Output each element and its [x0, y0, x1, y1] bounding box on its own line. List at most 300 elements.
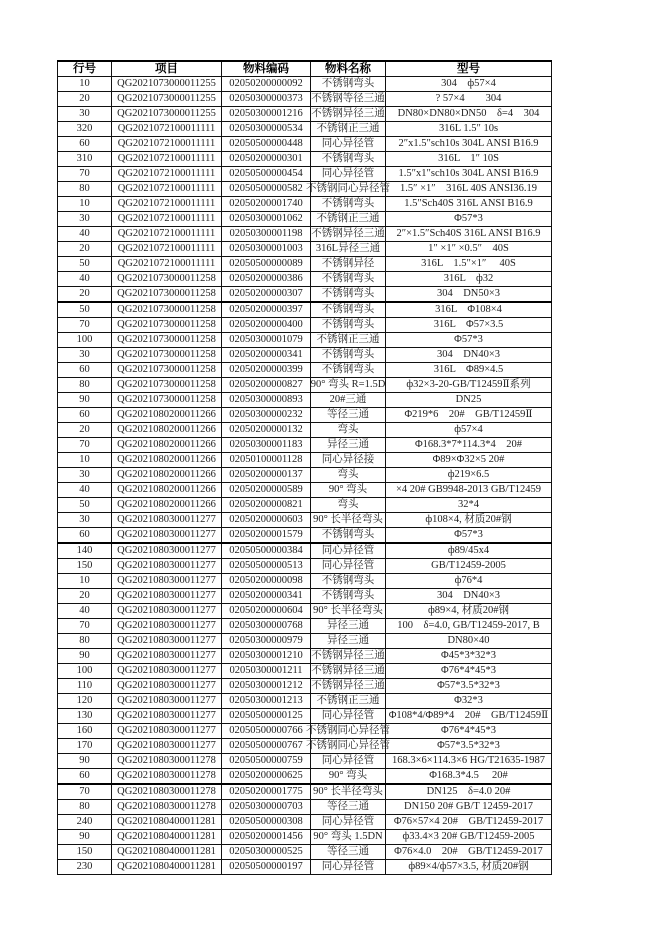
- material-name-cell[interactable]: [306, 739, 390, 754]
- line-no-cell[interactable]: [58, 167, 112, 182]
- material-name-cell[interactable]: [311, 378, 386, 393]
- material-name-cell[interactable]: [311, 694, 386, 709]
- cell-text: 02050300001212: [229, 680, 303, 691]
- header-line-no[interactable]: [58, 61, 112, 77]
- line-no-cell[interactable]: [58, 483, 112, 498]
- cell-text: 不锈钢同心异径管: [306, 725, 390, 736]
- cell-text: 02050300000525: [229, 846, 303, 857]
- material-name-cell[interactable]: [311, 167, 386, 182]
- project-cell[interactable]: [112, 574, 222, 589]
- material-name-cell[interactable]: [311, 318, 386, 333]
- cell-text: 304 DN40×3: [436, 590, 501, 601]
- model-cell[interactable]: [386, 197, 552, 212]
- material-name-cell[interactable]: [311, 363, 386, 378]
- material-code-cell[interactable]: [222, 559, 311, 574]
- project-cell[interactable]: [112, 528, 222, 544]
- material-name-cell[interactable]: [311, 830, 386, 845]
- project-cell[interactable]: [112, 272, 222, 287]
- material-code-cell[interactable]: [222, 709, 311, 724]
- project-cell[interactable]: [112, 318, 222, 333]
- material-code-cell[interactable]: [222, 739, 311, 754]
- material-name-cell[interactable]: [311, 679, 386, 694]
- line-no-cell[interactable]: [58, 137, 112, 152]
- material-code-cell[interactable]: [222, 212, 311, 227]
- material-name-cell[interactable]: [311, 634, 386, 649]
- project-cell[interactable]: [112, 498, 222, 513]
- project-cell[interactable]: [112, 167, 222, 182]
- project-cell[interactable]: [112, 815, 222, 830]
- material-name-cell[interactable]: [311, 348, 386, 363]
- material-code-cell[interactable]: [222, 287, 311, 303]
- model-cell[interactable]: [386, 227, 552, 242]
- material-code-cell[interactable]: [222, 649, 311, 664]
- material-code-cell[interactable]: [222, 137, 311, 152]
- material-code-cell[interactable]: [222, 528, 311, 544]
- cell-text: 60: [79, 138, 90, 149]
- table-row: [58, 830, 552, 845]
- material-code-cell[interactable]: [222, 769, 311, 785]
- cell-text: 弯头: [337, 424, 359, 435]
- project-cell[interactable]: [112, 257, 222, 272]
- project-cell[interactable]: [112, 227, 222, 242]
- material-code-cell[interactable]: [222, 423, 311, 438]
- material-code-cell[interactable]: [222, 393, 311, 408]
- model-cell[interactable]: [386, 378, 552, 393]
- material-name-cell[interactable]: [311, 860, 386, 875]
- cell-text: 02050200000132: [229, 424, 303, 435]
- line-no-cell[interactable]: [58, 182, 112, 197]
- model-cell[interactable]: [386, 77, 552, 92]
- model-cell[interactable]: [386, 815, 552, 830]
- cell-text: 02050300001062: [229, 213, 303, 224]
- model-cell[interactable]: [386, 619, 552, 634]
- model-cell[interactable]: [386, 769, 552, 785]
- line-no-cell[interactable]: [58, 664, 112, 679]
- project-cell[interactable]: [112, 513, 222, 528]
- line-no-cell[interactable]: [58, 423, 112, 438]
- line-no-cell[interactable]: [58, 212, 112, 227]
- material-code-cell[interactable]: [222, 107, 311, 122]
- project-cell[interactable]: [112, 77, 222, 92]
- line-no-cell[interactable]: [58, 378, 112, 393]
- project-cell[interactable]: [112, 197, 222, 212]
- header-material-name[interactable]: [311, 61, 386, 77]
- material-name-cell[interactable]: [311, 664, 386, 679]
- line-no-cell[interactable]: [58, 860, 112, 875]
- project-cell[interactable]: [112, 845, 222, 860]
- line-no-cell[interactable]: [58, 438, 112, 453]
- material-name-cell[interactable]: [311, 212, 386, 227]
- line-no-cell[interactable]: [58, 152, 112, 167]
- project-cell[interactable]: [112, 242, 222, 257]
- project-cell[interactable]: [112, 212, 222, 227]
- model-cell[interactable]: [386, 182, 552, 197]
- line-no-cell[interactable]: [58, 604, 112, 619]
- line-no-cell[interactable]: [58, 408, 112, 423]
- material-code-cell[interactable]: [222, 754, 311, 769]
- project-cell[interactable]: [112, 333, 222, 348]
- material-name-cell[interactable]: [311, 333, 386, 348]
- model-cell[interactable]: [386, 257, 552, 272]
- model-cell[interactable]: [386, 318, 552, 333]
- model-cell[interactable]: [386, 242, 552, 257]
- line-no-cell[interactable]: [58, 498, 112, 513]
- model-cell[interactable]: [386, 333, 552, 348]
- cell-text: 316L异径三通: [315, 243, 381, 254]
- material-name-cell[interactable]: [311, 528, 386, 544]
- cell-text: 150: [76, 846, 93, 857]
- material-name-cell[interactable]: [311, 589, 386, 604]
- model-cell[interactable]: [386, 483, 552, 498]
- line-no-cell[interactable]: [58, 528, 112, 544]
- material-code-cell[interactable]: [222, 679, 311, 694]
- material-code-cell[interactable]: [222, 830, 311, 845]
- line-no-cell[interactable]: [58, 393, 112, 408]
- cell-text: 140: [76, 545, 93, 556]
- material-name-cell[interactable]: [311, 649, 386, 664]
- material-name-cell[interactable]: [311, 92, 386, 107]
- project-cell[interactable]: [112, 453, 222, 468]
- cell-text: QG2021073000011258: [117, 364, 216, 375]
- model-cell[interactable]: [386, 348, 552, 363]
- model-cell[interactable]: [386, 152, 552, 167]
- line-no-cell[interactable]: [58, 724, 112, 739]
- cell-text: 02050200001456: [229, 831, 303, 842]
- material-code-cell[interactable]: [222, 272, 311, 287]
- cell-text: 70: [79, 786, 90, 797]
- line-no-cell[interactable]: [58, 287, 112, 303]
- model-cell[interactable]: [386, 468, 552, 483]
- material-code-cell[interactable]: [222, 483, 311, 498]
- material-code-cell[interactable]: [222, 167, 311, 182]
- material-code-cell[interactable]: [222, 227, 311, 242]
- project-cell[interactable]: [112, 709, 222, 724]
- line-no-cell[interactable]: [58, 197, 112, 212]
- model-cell[interactable]: [386, 408, 552, 423]
- model-cell[interactable]: [386, 122, 552, 137]
- cell-text: 304 DN50×3: [436, 288, 501, 299]
- model-cell[interactable]: [386, 212, 552, 227]
- material-name-cell[interactable]: [311, 287, 386, 303]
- cell-text: 异径三通: [327, 620, 369, 631]
- material-code-cell[interactable]: [222, 318, 311, 333]
- material-name-cell[interactable]: [311, 498, 386, 513]
- material-name-cell[interactable]: [311, 815, 386, 830]
- line-no-cell[interactable]: [58, 272, 112, 287]
- model-cell[interactable]: [386, 543, 552, 559]
- project-cell[interactable]: [112, 122, 222, 137]
- material-code-cell[interactable]: [222, 468, 311, 483]
- project-cell[interactable]: [112, 438, 222, 453]
- line-no-cell[interactable]: [58, 333, 112, 348]
- model-cell[interactable]: [386, 393, 552, 408]
- model-cell[interactable]: [386, 438, 552, 453]
- model-cell[interactable]: [386, 287, 552, 303]
- cell-text: 20: [79, 288, 90, 299]
- project-cell[interactable]: [112, 393, 222, 408]
- line-no-cell[interactable]: [58, 92, 112, 107]
- cell-text: QG2021080400011281: [117, 846, 216, 857]
- material-code-cell[interactable]: [222, 815, 311, 830]
- material-code-cell[interactable]: [222, 453, 311, 468]
- project-cell[interactable]: [112, 604, 222, 619]
- line-no-cell[interactable]: [58, 227, 112, 242]
- material-name-cell[interactable]: [311, 152, 386, 167]
- cell-text: 40: [79, 273, 90, 284]
- header-model[interactable]: [386, 61, 552, 77]
- material-name-cell[interactable]: [311, 604, 386, 619]
- line-no-cell[interactable]: [58, 754, 112, 769]
- material-code-cell[interactable]: [222, 574, 311, 589]
- line-no-cell[interactable]: [58, 348, 112, 363]
- model-cell[interactable]: [386, 423, 552, 438]
- model-cell[interactable]: [386, 528, 552, 544]
- material-code-cell[interactable]: [222, 860, 311, 875]
- line-no-cell[interactable]: [58, 679, 112, 694]
- material-name-cell[interactable]: [311, 438, 386, 453]
- model-cell[interactable]: [386, 860, 552, 875]
- material-name-cell[interactable]: [311, 257, 386, 272]
- material-code-cell[interactable]: [222, 348, 311, 363]
- material-name-cell[interactable]: [311, 122, 386, 137]
- material-code-cell[interactable]: [222, 363, 311, 378]
- line-no-cell[interactable]: [58, 122, 112, 137]
- model-cell[interactable]: [386, 634, 552, 649]
- model-cell[interactable]: [386, 679, 552, 694]
- model-cell[interactable]: [386, 784, 552, 800]
- project-cell[interactable]: [112, 483, 222, 498]
- project-cell[interactable]: [112, 589, 222, 604]
- project-cell[interactable]: [112, 408, 222, 423]
- model-cell[interactable]: [386, 709, 552, 724]
- model-cell[interactable]: [386, 845, 552, 860]
- model-cell[interactable]: [386, 739, 552, 754]
- material-code-cell[interactable]: [222, 664, 311, 679]
- line-no-cell[interactable]: [58, 453, 112, 468]
- model-cell[interactable]: [386, 649, 552, 664]
- project-cell[interactable]: [112, 860, 222, 875]
- material-name-cell[interactable]: [306, 724, 390, 739]
- material-name-cell[interactable]: [311, 845, 386, 860]
- model-cell[interactable]: [386, 272, 552, 287]
- material-code-cell[interactable]: [222, 408, 311, 423]
- line-no-cell[interactable]: [58, 800, 112, 815]
- material-name-cell[interactable]: [311, 227, 386, 242]
- line-no-cell[interactable]: [58, 784, 112, 800]
- model-cell[interactable]: [386, 604, 552, 619]
- material-code-cell[interactable]: [222, 604, 311, 619]
- material-name-cell[interactable]: [311, 709, 386, 724]
- material-name-cell[interactable]: [311, 453, 386, 468]
- table-row: [58, 724, 552, 739]
- project-cell[interactable]: [112, 468, 222, 483]
- project-cell[interactable]: [112, 137, 222, 152]
- model-cell[interactable]: [386, 137, 552, 152]
- material-name-cell[interactable]: [311, 559, 386, 574]
- material-name-cell[interactable]: [311, 77, 386, 92]
- material-code-cell[interactable]: [222, 242, 311, 257]
- material-name-cell[interactable]: [311, 302, 386, 318]
- line-no-cell[interactable]: [58, 302, 112, 318]
- project-cell[interactable]: [112, 724, 222, 739]
- project-cell[interactable]: [112, 107, 222, 122]
- line-no-cell[interactable]: [58, 574, 112, 589]
- material-name-cell[interactable]: [311, 423, 386, 438]
- model-cell[interactable]: [386, 724, 552, 739]
- material-name-cell[interactable]: [311, 619, 386, 634]
- material-name-cell[interactable]: [306, 182, 390, 197]
- line-no-cell[interactable]: [58, 559, 112, 574]
- line-no-cell[interactable]: [58, 543, 112, 559]
- model-cell[interactable]: [386, 559, 552, 574]
- model-cell[interactable]: [386, 453, 552, 468]
- line-no-cell[interactable]: [58, 589, 112, 604]
- material-name-cell[interactable]: [311, 483, 386, 498]
- material-name-cell[interactable]: [311, 107, 386, 122]
- material-code-cell[interactable]: [222, 92, 311, 107]
- material-code-cell[interactable]: [222, 845, 311, 860]
- material-code-cell[interactable]: [222, 543, 311, 559]
- material-code-cell[interactable]: [222, 784, 311, 800]
- material-code-cell[interactable]: [222, 333, 311, 348]
- project-cell[interactable]: [112, 649, 222, 664]
- material-name-cell[interactable]: [311, 242, 386, 257]
- project-cell[interactable]: [112, 679, 222, 694]
- material-code-cell[interactable]: [222, 197, 311, 212]
- project-cell[interactable]: [112, 784, 222, 800]
- line-no-cell[interactable]: [58, 318, 112, 333]
- model-cell[interactable]: [386, 513, 552, 528]
- project-cell[interactable]: [112, 754, 222, 769]
- cell-text: ф32×3-20-GB/T12459Ⅱ系列: [406, 379, 531, 390]
- material-name-cell[interactable]: [311, 574, 386, 589]
- line-no-cell[interactable]: [58, 634, 112, 649]
- project-cell[interactable]: [112, 378, 222, 393]
- material-code-cell[interactable]: [222, 800, 311, 815]
- project-cell[interactable]: [112, 830, 222, 845]
- project-cell[interactable]: [112, 694, 222, 709]
- model-cell[interactable]: [386, 574, 552, 589]
- line-no-cell[interactable]: [58, 845, 112, 860]
- model-cell[interactable]: [386, 589, 552, 604]
- cell-text: ф57×4: [454, 424, 483, 435]
- model-cell[interactable]: [386, 302, 552, 318]
- line-no-cell[interactable]: [58, 619, 112, 634]
- line-no-cell[interactable]: [58, 649, 112, 664]
- model-cell[interactable]: [386, 167, 552, 182]
- material-code-cell[interactable]: [222, 498, 311, 513]
- material-name-cell[interactable]: [311, 393, 386, 408]
- material-code-cell[interactable]: [222, 619, 311, 634]
- project-cell[interactable]: [112, 739, 222, 754]
- material-code-cell[interactable]: [222, 152, 311, 167]
- material-code-cell[interactable]: [222, 634, 311, 649]
- model-cell[interactable]: [386, 754, 552, 769]
- line-no-cell[interactable]: [58, 257, 112, 272]
- material-name-cell[interactable]: [311, 769, 386, 785]
- table-row: [58, 302, 552, 318]
- material-code-cell[interactable]: [222, 257, 311, 272]
- material-code-cell[interactable]: [222, 724, 311, 739]
- model-cell[interactable]: [386, 363, 552, 378]
- line-no-cell[interactable]: [58, 363, 112, 378]
- material-name-cell[interactable]: [311, 784, 386, 800]
- material-code-cell[interactable]: [222, 694, 311, 709]
- project-cell[interactable]: [112, 423, 222, 438]
- model-cell[interactable]: [386, 498, 552, 513]
- material-name-cell[interactable]: [311, 468, 386, 483]
- project-cell[interactable]: [112, 302, 222, 318]
- line-no-cell[interactable]: [58, 468, 112, 483]
- header-material-code[interactable]: [222, 61, 311, 77]
- model-cell[interactable]: [386, 107, 552, 122]
- material-name-cell[interactable]: [311, 800, 386, 815]
- material-code-cell[interactable]: [222, 182, 311, 197]
- material-code-cell[interactable]: [222, 302, 311, 318]
- project-cell[interactable]: [112, 92, 222, 107]
- material-code-cell[interactable]: [222, 513, 311, 528]
- material-code-cell[interactable]: [222, 589, 311, 604]
- project-cell[interactable]: [112, 182, 222, 197]
- project-cell[interactable]: [112, 619, 222, 634]
- project-cell[interactable]: [112, 634, 222, 649]
- material-name-cell[interactable]: [311, 137, 386, 152]
- project-cell[interactable]: [112, 363, 222, 378]
- material-code-cell[interactable]: [222, 122, 311, 137]
- material-name-cell[interactable]: [311, 513, 386, 528]
- line-no-cell[interactable]: [58, 242, 112, 257]
- project-cell[interactable]: [112, 559, 222, 574]
- model-cell[interactable]: [386, 92, 552, 107]
- project-cell[interactable]: [112, 800, 222, 815]
- cell-text: 90° 长半径弯头: [313, 605, 383, 616]
- project-cell[interactable]: [112, 664, 222, 679]
- cell-text: 80: [79, 801, 90, 812]
- model-cell[interactable]: [386, 830, 552, 845]
- material-name-cell[interactable]: [311, 197, 386, 212]
- line-no-cell[interactable]: [58, 830, 112, 845]
- model-cell[interactable]: [386, 800, 552, 815]
- material-name-cell[interactable]: [311, 272, 386, 287]
- material-code-cell[interactable]: [222, 438, 311, 453]
- project-cell[interactable]: [112, 348, 222, 363]
- material-name-cell[interactable]: [311, 754, 386, 769]
- project-cell[interactable]: [112, 543, 222, 559]
- line-no-cell[interactable]: [58, 513, 112, 528]
- line-no-cell[interactable]: [58, 77, 112, 92]
- project-cell[interactable]: [112, 287, 222, 303]
- material-name-cell[interactable]: [311, 543, 386, 559]
- line-no-cell[interactable]: [58, 694, 112, 709]
- line-no-cell[interactable]: [58, 107, 112, 122]
- project-cell[interactable]: [112, 769, 222, 785]
- cell-text: 02050200000604: [229, 605, 303, 616]
- line-no-cell[interactable]: [58, 815, 112, 830]
- line-no-cell[interactable]: [58, 709, 112, 724]
- cell-text: 不锈钢正三通: [316, 213, 380, 224]
- cell-text: GB/T12459-2005: [431, 560, 506, 571]
- material-code-cell[interactable]: [222, 378, 311, 393]
- line-no-cell[interactable]: [58, 769, 112, 785]
- material-code-cell[interactable]: [222, 77, 311, 92]
- material-name-cell[interactable]: [311, 408, 386, 423]
- model-cell[interactable]: [386, 664, 552, 679]
- header-project[interactable]: [112, 61, 222, 77]
- project-cell[interactable]: [112, 152, 222, 167]
- cell-text: Φ57*3.5*32*3: [437, 740, 500, 751]
- line-no-cell[interactable]: [58, 739, 112, 754]
- model-cell[interactable]: [386, 694, 552, 709]
